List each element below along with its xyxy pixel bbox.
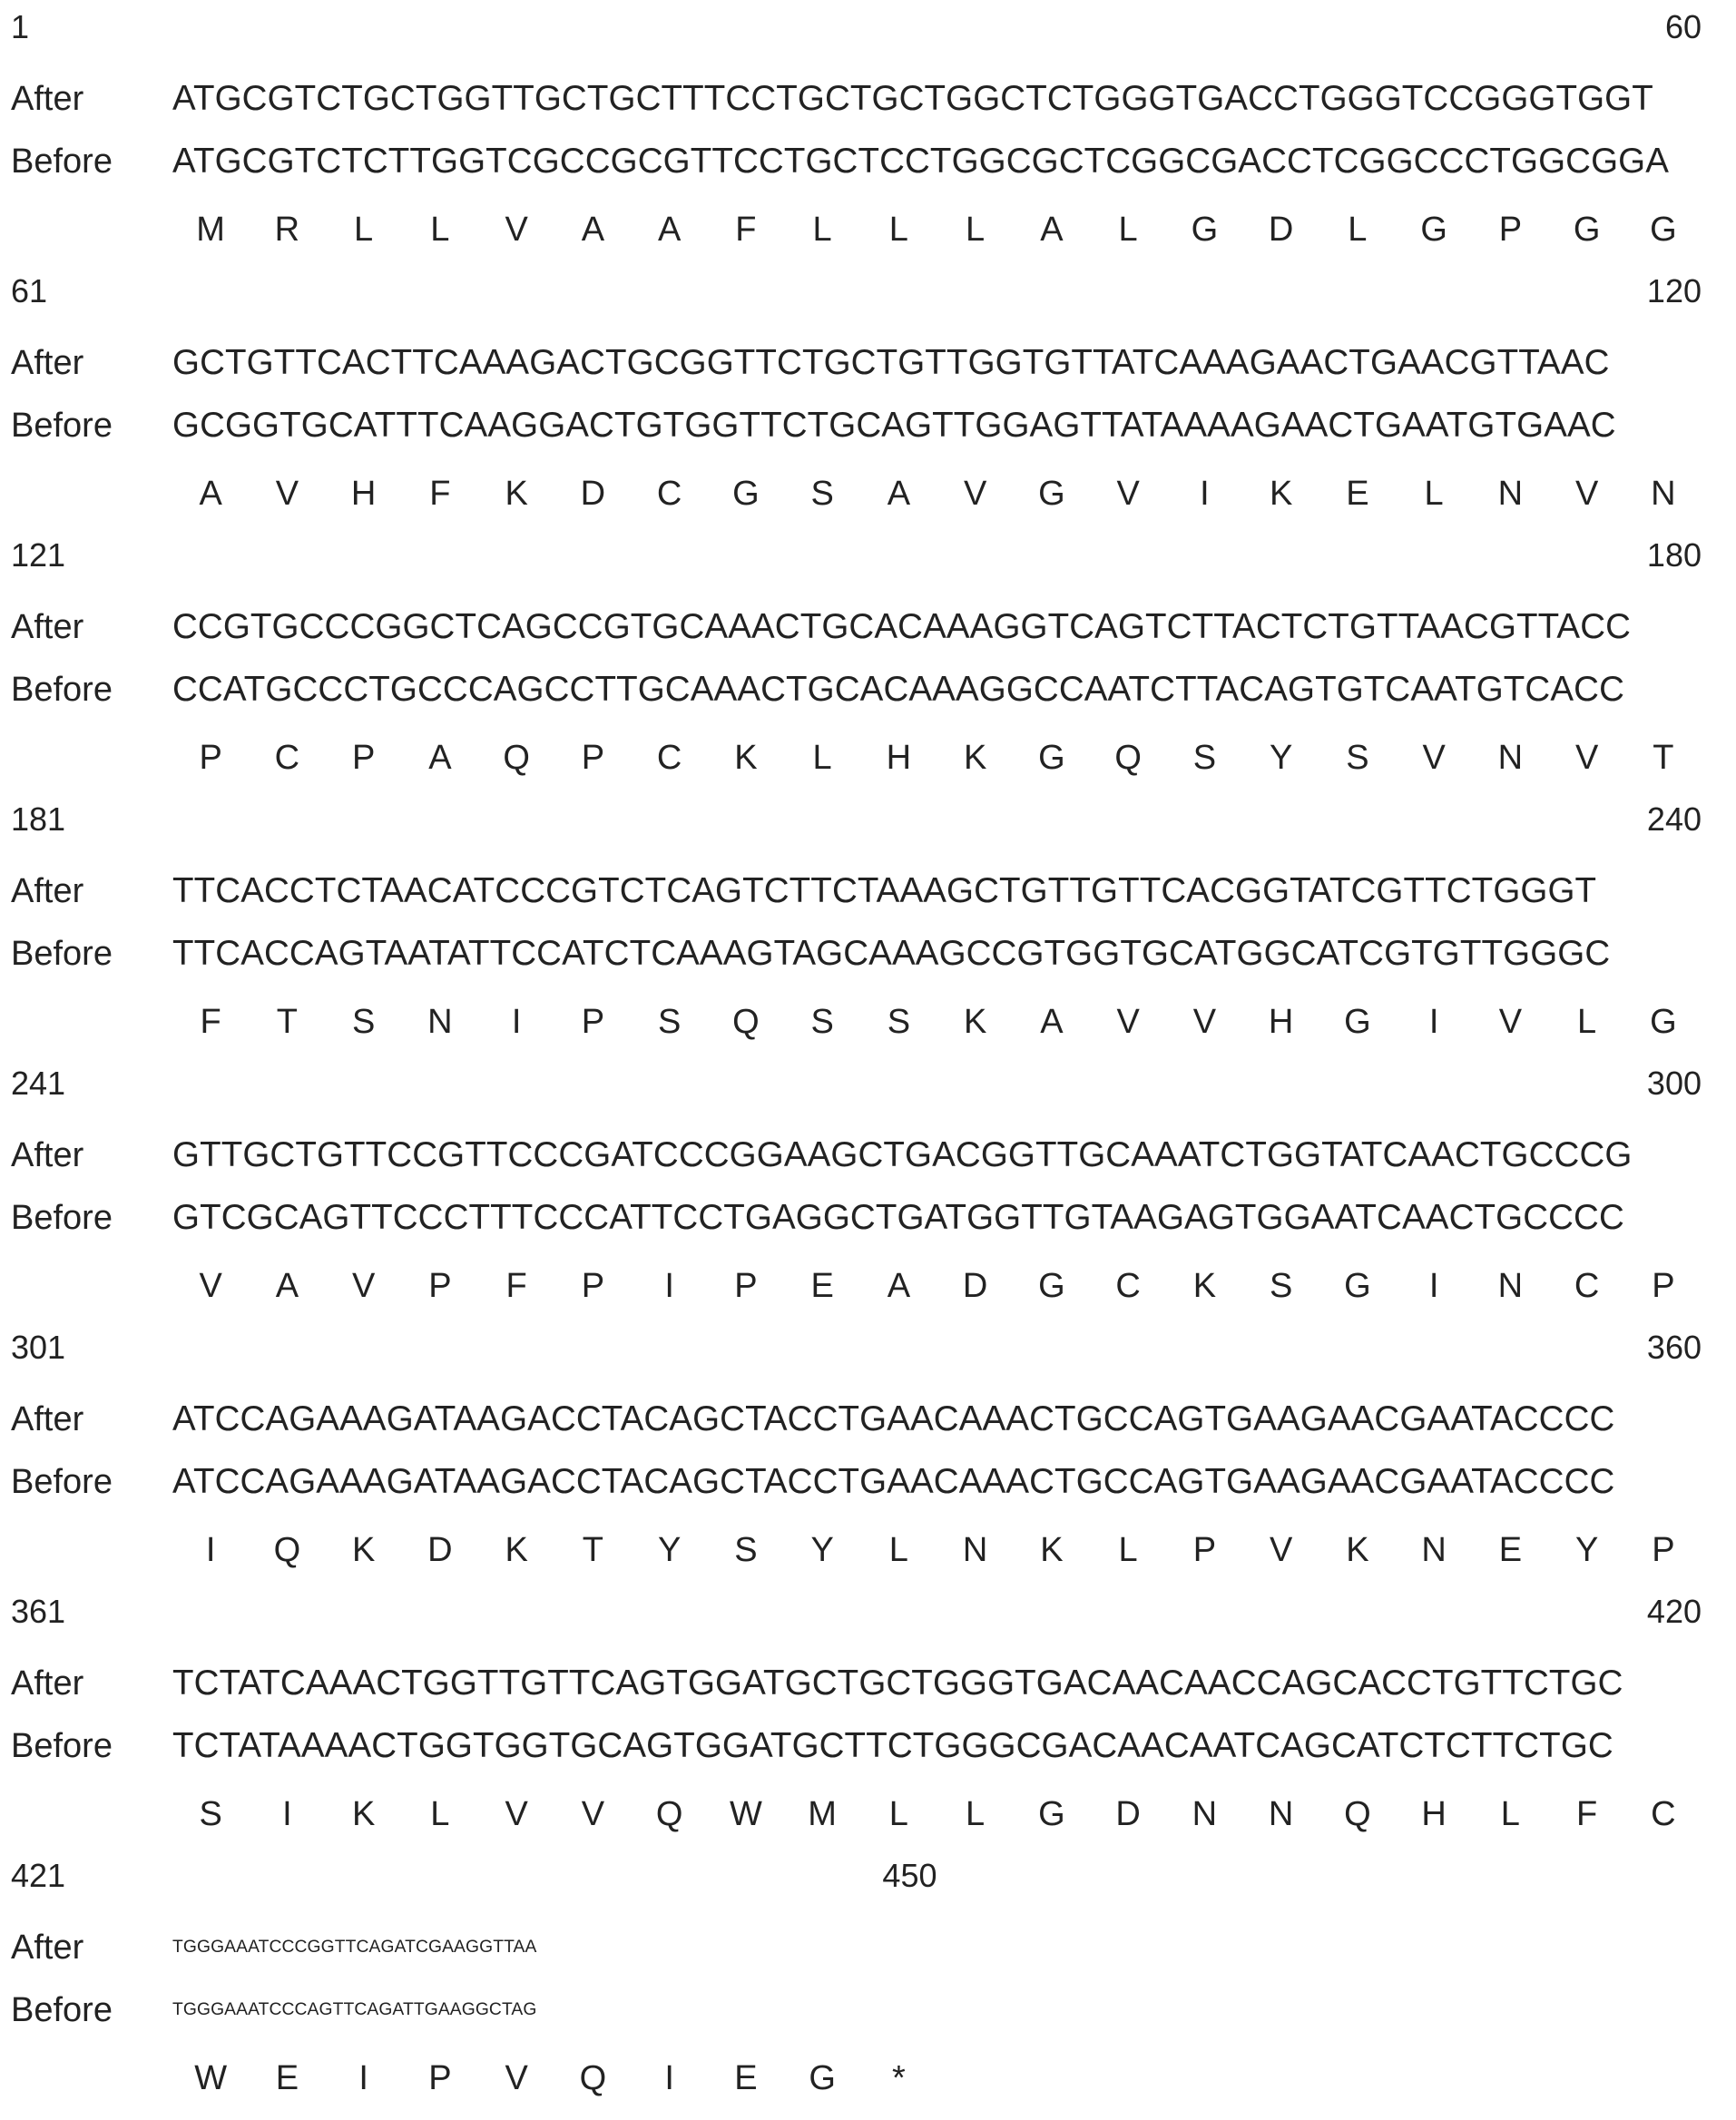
amino-acid-row <box>0 999 1736 1045</box>
amino-acid-row <box>0 1791 1736 1837</box>
amino-acid: G <box>1650 1003 1677 1041</box>
before-label: Before <box>11 142 113 181</box>
end-position: 300 <box>1646 1065 1702 1102</box>
amino-acid: L <box>812 211 832 249</box>
after-label: After <box>11 1136 84 1174</box>
amino-acid: C <box>656 739 682 777</box>
amino-acid: S <box>199 1795 222 1833</box>
amino-acid: G <box>1420 211 1447 249</box>
amino-acid: P <box>199 739 222 777</box>
amino-acid: P <box>351 739 376 777</box>
amino-acid: K <box>505 475 528 513</box>
amino-acid: V <box>1192 1003 1217 1041</box>
amino-acid: P <box>1192 1531 1217 1569</box>
amino-acid: P <box>581 739 605 777</box>
amino-acid: S <box>351 1003 376 1041</box>
amino-acid: K <box>351 1795 376 1833</box>
before-sequence: GCGGTGCATTTCAAGGACTGTGGTTCTGCAGTTGGAGTTATAAAAGAACTGAATGTGAAC <box>172 406 1616 445</box>
before-label: Before <box>11 935 113 973</box>
amino-acid: V <box>581 1795 605 1833</box>
amino-acid: T <box>1653 739 1674 777</box>
amino-acid: V <box>1574 739 1599 777</box>
amino-acid: P <box>428 2059 452 2097</box>
amino-acid: V <box>275 475 299 513</box>
amino-acid: M <box>808 1795 837 1833</box>
after-label: After <box>11 872 84 910</box>
amino-acid: V <box>1574 475 1599 513</box>
amino-acid: Y <box>657 1531 682 1569</box>
amino-acid: I <box>1428 1267 1439 1305</box>
amino-acid: Q <box>1114 739 1142 777</box>
stop-codon-mark: * <box>891 2059 906 2097</box>
amino-acid: N <box>1421 1531 1447 1569</box>
amino-acid: K <box>1346 1531 1369 1569</box>
alignment-block <box>0 1592 1736 1856</box>
amino-acid: D <box>427 1531 453 1569</box>
after-label: After <box>11 1400 84 1438</box>
amino-acid: P <box>428 1267 452 1305</box>
amino-acid: F <box>429 475 451 513</box>
amino-acid: I <box>511 1003 522 1041</box>
amino-acid: T <box>276 1003 298 1041</box>
start-position: 121 <box>11 536 66 574</box>
amino-acid: Q <box>503 739 530 777</box>
amino-acid: P <box>1498 211 1523 249</box>
amino-acid-row <box>0 1527 1736 1573</box>
alignment-block <box>0 800 1736 1064</box>
alignment-block <box>0 1064 1736 1328</box>
amino-acid: I <box>282 1795 292 1833</box>
alignment-block <box>0 271 1736 535</box>
amino-acid: L <box>888 1795 908 1833</box>
amino-acid: Q <box>655 1795 683 1833</box>
amino-acid: N <box>962 1531 988 1569</box>
amino-acid: K <box>1269 475 1293 513</box>
amino-acid: Y <box>810 1531 834 1569</box>
amino-acid: D <box>580 475 606 513</box>
amino-acid: H <box>1421 1795 1447 1833</box>
amino-acid: L <box>888 211 908 249</box>
alignment-block <box>0 7 1736 271</box>
amino-acid: Q <box>579 2059 607 2097</box>
amino-acid: Y <box>1269 739 1293 777</box>
amino-acid: Q <box>273 1531 301 1569</box>
amino-acid: Y <box>1574 1531 1599 1569</box>
after-sequence: GCTGTTCACTTCAAAGACTGCGGTTCTGCTGTTGGTGTTATCAAAGAACTGAACGTTAAC <box>172 343 1610 382</box>
end-position: 420 <box>1646 1593 1702 1630</box>
amino-acid: G <box>809 2059 836 2097</box>
amino-acid-row <box>0 207 1736 252</box>
amino-acid: C <box>1115 1267 1141 1305</box>
before-label: Before <box>11 1199 113 1237</box>
amino-acid: A <box>428 739 452 777</box>
amino-acid: S <box>657 1003 682 1041</box>
amino-acid: S <box>887 1003 911 1041</box>
end-position: 180 <box>1646 536 1702 574</box>
start-position: 1 <box>11 8 30 45</box>
amino-acid: V <box>963 475 987 513</box>
amino-acid-row <box>0 1263 1736 1309</box>
amino-acid: N <box>427 1003 453 1041</box>
before-sequence: GTCGCAGTTCCCTTTCCCATTCCTGAGGCTGATGGTTGTAAGAGTGGAATCAACTGCCCC <box>172 1198 1624 1237</box>
amino-acid: N <box>1497 475 1524 513</box>
amino-acid: L <box>1424 475 1444 513</box>
before-label: Before <box>11 407 113 445</box>
amino-acid: G <box>1573 211 1601 249</box>
amino-acid: N <box>1497 1267 1524 1305</box>
amino-acid: L <box>430 211 450 249</box>
amino-acid: I <box>1428 1003 1439 1041</box>
amino-acid: V <box>505 211 528 249</box>
amino-acid-row <box>0 2056 1736 2101</box>
amino-acid: I <box>664 2059 674 2097</box>
amino-acid: H <box>886 739 912 777</box>
amino-acid: C <box>1651 1795 1676 1833</box>
amino-acid: L <box>354 211 374 249</box>
amino-acid: L <box>1500 1795 1520 1833</box>
amino-acid: G <box>1038 1795 1065 1833</box>
alignment-block <box>0 535 1736 800</box>
after-sequence: GTTGCTGTTCCGTTCCCGATCCCGGAAGCTGACGGTTGCAAATCTGGTATCAACTGCCCG <box>172 1135 1633 1174</box>
amino-acid: D <box>962 1267 988 1305</box>
amino-acid: P <box>734 1267 758 1305</box>
amino-acid: A <box>657 211 682 249</box>
amino-acid: I <box>1200 475 1210 513</box>
alignment-block <box>0 1328 1736 1592</box>
alignment-block <box>0 1856 1736 2120</box>
after-sequence: ATCCAGAAAGATAAGACCTACAGCTACCTGAACAAACTGCCAGTGAAGAACGAATACCCC <box>172 1399 1615 1438</box>
amino-acid: L <box>430 1795 450 1833</box>
amino-acid: A <box>1040 1003 1064 1041</box>
amino-acid: V <box>351 1267 376 1305</box>
amino-acid: G <box>732 475 760 513</box>
amino-acid: H <box>1268 1003 1294 1041</box>
amino-acid: C <box>656 475 682 513</box>
amino-acid: Q <box>1344 1795 1371 1833</box>
amino-acid: Q <box>732 1003 760 1041</box>
amino-acid: S <box>734 1531 758 1569</box>
before-sequence: ATCCAGAAAGATAAGACCTACAGCTACCTGAACAAACTGCCAGTGAAGAACGAATACCCC <box>172 1462 1615 1501</box>
after-sequence: TCTATCAAACTGGTTGTTCAGTGGATGCTGCTGGGTGACAACAACCAGCACCTGTTCTGC <box>172 1664 1623 1703</box>
after-label: After <box>11 608 84 646</box>
before-sequence: ATGCGTCTCTTGGTCGCCGCGTTCCTGCTCCTGGCGCTCGGCGACCTCGGCCCTGGCGGA <box>172 142 1670 181</box>
before-label: Before <box>11 671 113 709</box>
amino-acid: A <box>199 475 222 513</box>
amino-acid: K <box>351 1531 376 1569</box>
before-label: Before <box>11 1991 113 2029</box>
amino-acid: A <box>1040 211 1064 249</box>
amino-acid: G <box>1344 1003 1371 1041</box>
amino-acid-row <box>0 471 1736 516</box>
start-position: 361 <box>11 1593 66 1630</box>
amino-acid: A <box>581 211 605 249</box>
amino-acid: E <box>1346 475 1369 513</box>
before-label: Before <box>11 1463 113 1501</box>
amino-acid: V <box>199 1267 222 1305</box>
amino-acid: S <box>810 475 834 513</box>
amino-acid: G <box>1038 1267 1065 1305</box>
amino-acid: F <box>1576 1795 1598 1833</box>
amino-acid: G <box>1344 1267 1371 1305</box>
amino-acid: K <box>963 739 987 777</box>
amino-acid: V <box>1498 1003 1523 1041</box>
before-sequence: TGGGAAATCCCAGTTCAGATTGAAGGCTAG <box>172 2000 537 2019</box>
amino-acid: L <box>1348 211 1368 249</box>
amino-acid: H <box>350 475 377 513</box>
amino-acid: K <box>963 1003 987 1041</box>
end-position: 360 <box>1646 1329 1702 1366</box>
amino-acid: A <box>887 475 911 513</box>
start-position: 421 <box>11 1857 66 1894</box>
amino-acid: N <box>1192 1795 1218 1833</box>
amino-acid: S <box>1192 739 1217 777</box>
after-sequence: CCGTGCCCGGCTCAGCCGTGCAAACTGCACAAAGGTCAGTCTTACTCTGTTAACGTTACC <box>172 607 1632 646</box>
amino-acid: V <box>1269 1531 1293 1569</box>
amino-acid: K <box>505 1531 528 1569</box>
amino-acid: A <box>887 1267 911 1305</box>
amino-acid: C <box>274 739 300 777</box>
start-position: 301 <box>11 1329 66 1366</box>
amino-acid: K <box>1040 1531 1064 1569</box>
amino-acid: P <box>1652 1267 1675 1305</box>
amino-acid: P <box>581 1267 605 1305</box>
amino-acid: G <box>1038 739 1065 777</box>
amino-acid: C <box>1574 1267 1600 1305</box>
amino-acid: G <box>1191 211 1219 249</box>
start-position: 181 <box>11 800 66 838</box>
amino-acid: V <box>1116 1003 1140 1041</box>
start-position: 241 <box>11 1065 66 1102</box>
amino-acid: G <box>1650 211 1677 249</box>
start-position: 61 <box>11 272 48 309</box>
amino-acid: F <box>735 211 757 249</box>
before-label: Before <box>11 1727 113 1765</box>
amino-acid: M <box>196 211 225 249</box>
amino-acid: R <box>274 211 300 249</box>
amino-acid: N <box>1651 475 1676 513</box>
end-position: 450 <box>882 1857 937 1894</box>
after-label: After <box>11 344 84 382</box>
amino-acid: L <box>966 211 986 249</box>
amino-acid: V <box>505 1795 528 1833</box>
amino-acid: G <box>1038 475 1065 513</box>
amino-acid: N <box>1268 1795 1294 1833</box>
amino-acid: L <box>1118 211 1138 249</box>
after-sequence: TGGGAAATCCCGGTTCAGATCGAAGGTTAA <box>172 1938 537 1957</box>
amino-acid: T <box>582 1531 603 1569</box>
after-label: After <box>11 1929 84 1967</box>
amino-acid: W <box>194 2059 228 2097</box>
amino-acid: V <box>505 2059 528 2097</box>
after-label: After <box>11 1664 84 1703</box>
amino-acid: D <box>1115 1795 1141 1833</box>
end-position: 240 <box>1646 800 1702 838</box>
amino-acid: D <box>1268 211 1294 249</box>
before-sequence: TCTATAAAACTGGTGGTGCAGTGGATGCTTCTGGGCGACAACAATCAGCATCTCTTCTGC <box>172 1726 1613 1765</box>
amino-acid: L <box>966 1795 986 1833</box>
before-sequence: CCATGCCCTGCCCAGCCTTGCAAACTGCACAAAGGCCAATCTTACAGTGTCAATGTCACC <box>172 670 1624 709</box>
amino-acid: W <box>729 1795 762 1833</box>
amino-acid: S <box>810 1003 834 1041</box>
amino-acid: A <box>275 1267 299 1305</box>
amino-acid: S <box>1346 739 1369 777</box>
amino-acid: K <box>1192 1267 1217 1305</box>
amino-acid: L <box>1118 1531 1138 1569</box>
before-sequence: TTCACCAGTAATATTCCATCTCAAAGTAGCAAAGCCGTGGTGCATGGCATCGTGTTGGGC <box>172 934 1611 973</box>
amino-acid: K <box>734 739 758 777</box>
amino-acid: E <box>275 2059 299 2097</box>
amino-acid: I <box>205 1531 216 1569</box>
amino-acid: P <box>581 1003 605 1041</box>
amino-acid-row <box>0 735 1736 780</box>
after-sequence: ATGCGTCTGCTGGTTGCTGCTTTCCTGCTGCTGGCTCTGGGTGACCTGGGTCCGGGTGGT <box>172 79 1653 118</box>
after-label: After <box>11 80 84 118</box>
amino-acid: L <box>888 1531 908 1569</box>
after-sequence: TTCACCTCTAACATCCCGTCTCAGTCTTCTAAAGCTGTTGTTCACGGTATCGTTCTGGGT <box>172 871 1597 910</box>
amino-acid: F <box>505 1267 527 1305</box>
amino-acid: N <box>1497 739 1524 777</box>
amino-acid: E <box>734 2059 758 2097</box>
end-position: 120 <box>1646 272 1702 309</box>
amino-acid: I <box>664 1267 674 1305</box>
end-position: 60 <box>1664 8 1702 45</box>
amino-acid: E <box>810 1267 834 1305</box>
amino-acid: L <box>1577 1003 1597 1041</box>
amino-acid: I <box>358 2059 368 2097</box>
amino-acid: S <box>1269 1267 1293 1305</box>
amino-acid: L <box>812 739 832 777</box>
amino-acid: P <box>1652 1531 1675 1569</box>
amino-acid: E <box>1498 1531 1523 1569</box>
amino-acid: V <box>1422 739 1446 777</box>
amino-acid: V <box>1116 475 1140 513</box>
amino-acid: F <box>200 1003 221 1041</box>
